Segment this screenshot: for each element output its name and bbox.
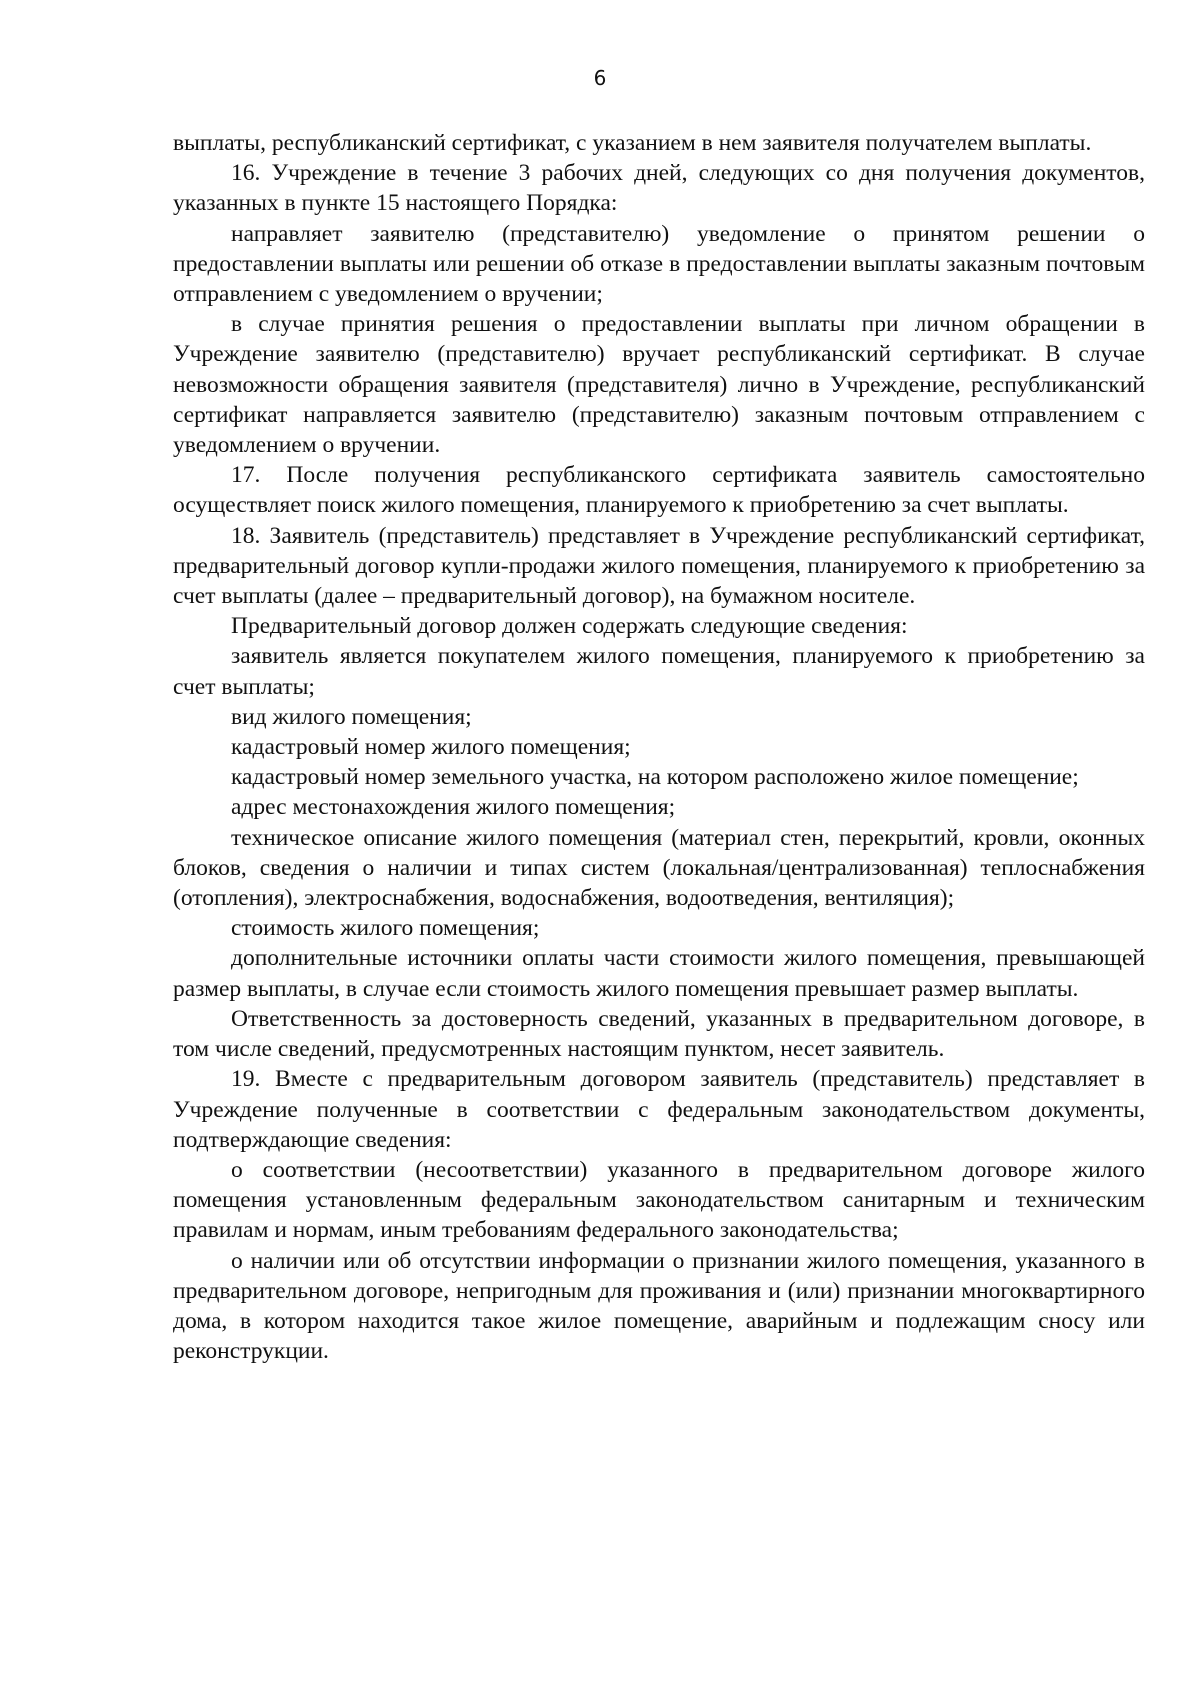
paragraph: в случае принятия решения о предоставлении выплаты при личном обращении в Учреждение заявителю (представителю) вручает республиканский сертификат. В случае невозможности обращения заявителя (представителя) лично в Учреждение, республиканский сертификат направляется заявителю (представителю) заказным почтовым отправлением с уведомлением о вручении.: [173, 311, 1145, 459]
list-item: стоимость жилого помещения;: [231, 915, 540, 942]
paragraph-item-19: 19. Вместе с предварительным договором заявитель (представитель) представляет в Учреждение полученные в соответствии с федеральным законодательством документы, подтверждающие сведения:: [173, 1066, 1145, 1153]
list-item: о соответствии (несоответствии) указанного в предварительном договоре жилого помещения установленным федеральным законодательством санитарным и техническим правилам и нормам, иным требованиям федерального законодательства;: [173, 1156, 1145, 1244]
list-item: адрес местонахождения жилого помещения;: [231, 794, 676, 821]
list-item: дополнительные источники оплаты части стоимости жилого помещения, превышающей размер выплаты, в случае если стоимость жилого помещения превышает размер выплаты.: [173, 945, 1145, 1002]
paragraph-item-16: 16. Учреждение в течение 3 рабочих дней, следующих со дня получения документов, указанных в пункте 15 настоящего Порядка:: [173, 160, 1145, 217]
paragraph-item-18: 18. Заявитель (представитель) представляет в Учреждение республиканский сертификат, предварительный договор купли-продажи жилого помещения, планируемого к приобретению за счет выплаты (далее – предварительный договор), на бумажном носителе.: [173, 522, 1145, 610]
list-item: заявитель является покупателем жилого помещения, планируемого к приобретению за счет выплаты;: [173, 643, 1145, 700]
paragraph: направляет заявителю (представителю) уведомление о принятом решении о предоставлении выплаты или решении об отказе в предоставлении выплаты заказным почтовым отправлением с уведомлением о вручении;: [173, 220, 1145, 308]
page-number: 6: [593, 66, 607, 90]
list-item: кадастровый номер земельного участка, на котором расположено жилое помещение;: [231, 764, 1079, 791]
document-body: [173, 128, 1145, 1366]
paragraph-item-17: 17. После получения республиканского сертификата заявитель самостоятельно осуществляет поиск жилого помещения, планируемого к приобретению за счет выплаты.: [173, 462, 1145, 519]
list-item: о наличии или об отсутствии информации о признании жилого помещения, указанного в предварительном договоре, непригодным для проживания и (или) признании многоквартирного дома, в котором находится такое жилое помещение, аварийным и подлежащим сносу или реконструкции.: [173, 1247, 1145, 1365]
list-item: кадастровый номер жилого помещения;: [231, 734, 631, 761]
paragraph: Предварительный договор должен содержать следующие сведения:: [231, 613, 908, 640]
paragraph: Ответственность за достоверность сведений, указанных в предварительном договоре, в том числе сведений, предусмотренных настоящим пунктом, несет заявитель.: [173, 1005, 1145, 1063]
paragraph: выплаты, республиканский сертификат, с указанием в нем заявителя получателем выплаты.: [173, 130, 1092, 156]
list-item: техническое описание жилого помещения (материал стен, перекрытий, кровли, оконных блоков, сведения о наличии и типах систем (локальная/централизованная) теплоснабжения (отопления), электроснабжения, водоснабжения, водоотведения, вентиляция);: [173, 824, 1145, 912]
list-item: вид жилого помещения;: [231, 703, 472, 730]
